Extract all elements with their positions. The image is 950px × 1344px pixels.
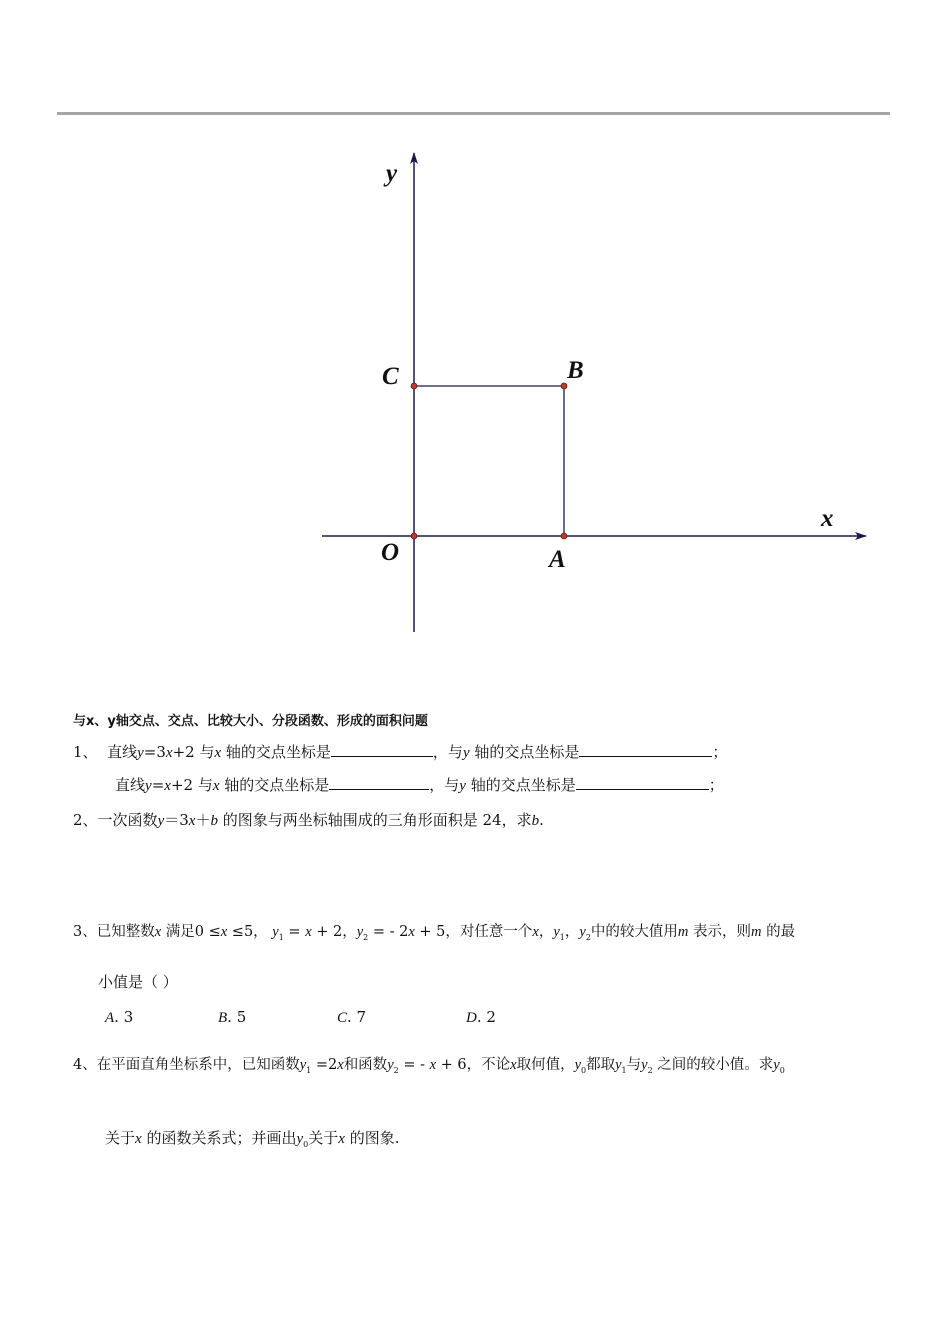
label-C: C: [382, 363, 399, 390]
label-y-axis: y: [386, 160, 398, 187]
section-title: 与x、y轴交点、交点、比较大小、分段函数、形成的面积问题: [73, 714, 428, 729]
q4-line1: 4、在平面直角坐标系中，已知函数$y_1 =2x$和函数$y_2$ = - x + 6，不论x取何值，$y_0$都取$y_1$与$y_2$ 之间的较小值。求$y_0$: [73, 1057, 785, 1075]
q3-choice-a[interactable]: A. 3: [105, 1008, 134, 1026]
label-O: O: [381, 539, 400, 566]
q2-line: 2、一次函数y＝3x＋b 的图象与两坐标轴围成的三角形面积是 24，求b.: [73, 811, 544, 829]
q4-line2: 关于x 的函数关系式；并画出$y_0$关于x 的图象.: [105, 1129, 400, 1149]
label-A: A: [549, 546, 566, 573]
answer-blank[interactable]: [331, 741, 433, 757]
answer-blank[interactable]: [576, 774, 709, 790]
label-B: B: [567, 357, 584, 384]
q3-choice-c[interactable]: C. 7: [337, 1008, 367, 1026]
q3-line2: 小值是（ ）: [98, 973, 178, 991]
q1-line2: 直线y=x+2 与x 轴的交点坐标是 ，与y 轴的交点坐标是 ；: [115, 776, 724, 794]
q3-choice-d[interactable]: D. 2: [466, 1008, 496, 1026]
label-x-axis: x: [821, 505, 834, 532]
answer-blank[interactable]: [329, 774, 429, 790]
q1-line1: 1、 直线y=3x+2 与x 轴的交点坐标是 ，与y 轴的交点坐标是 ；: [73, 743, 728, 761]
point-O: [411, 533, 417, 539]
point-C: [411, 383, 417, 389]
point-A: [561, 533, 567, 539]
q3-line1: 3、已知整数x 满足0 ≤x ≤5， $y_1 = x + 2$，$y_2$ = - 2x + 5，对任意一个x，$y_1$，$y_2$中的较大值用m 表示，则m 的最: [73, 924, 796, 942]
q3-choice-b[interactable]: B. 5: [218, 1008, 247, 1026]
answer-blank[interactable]: [579, 741, 712, 757]
